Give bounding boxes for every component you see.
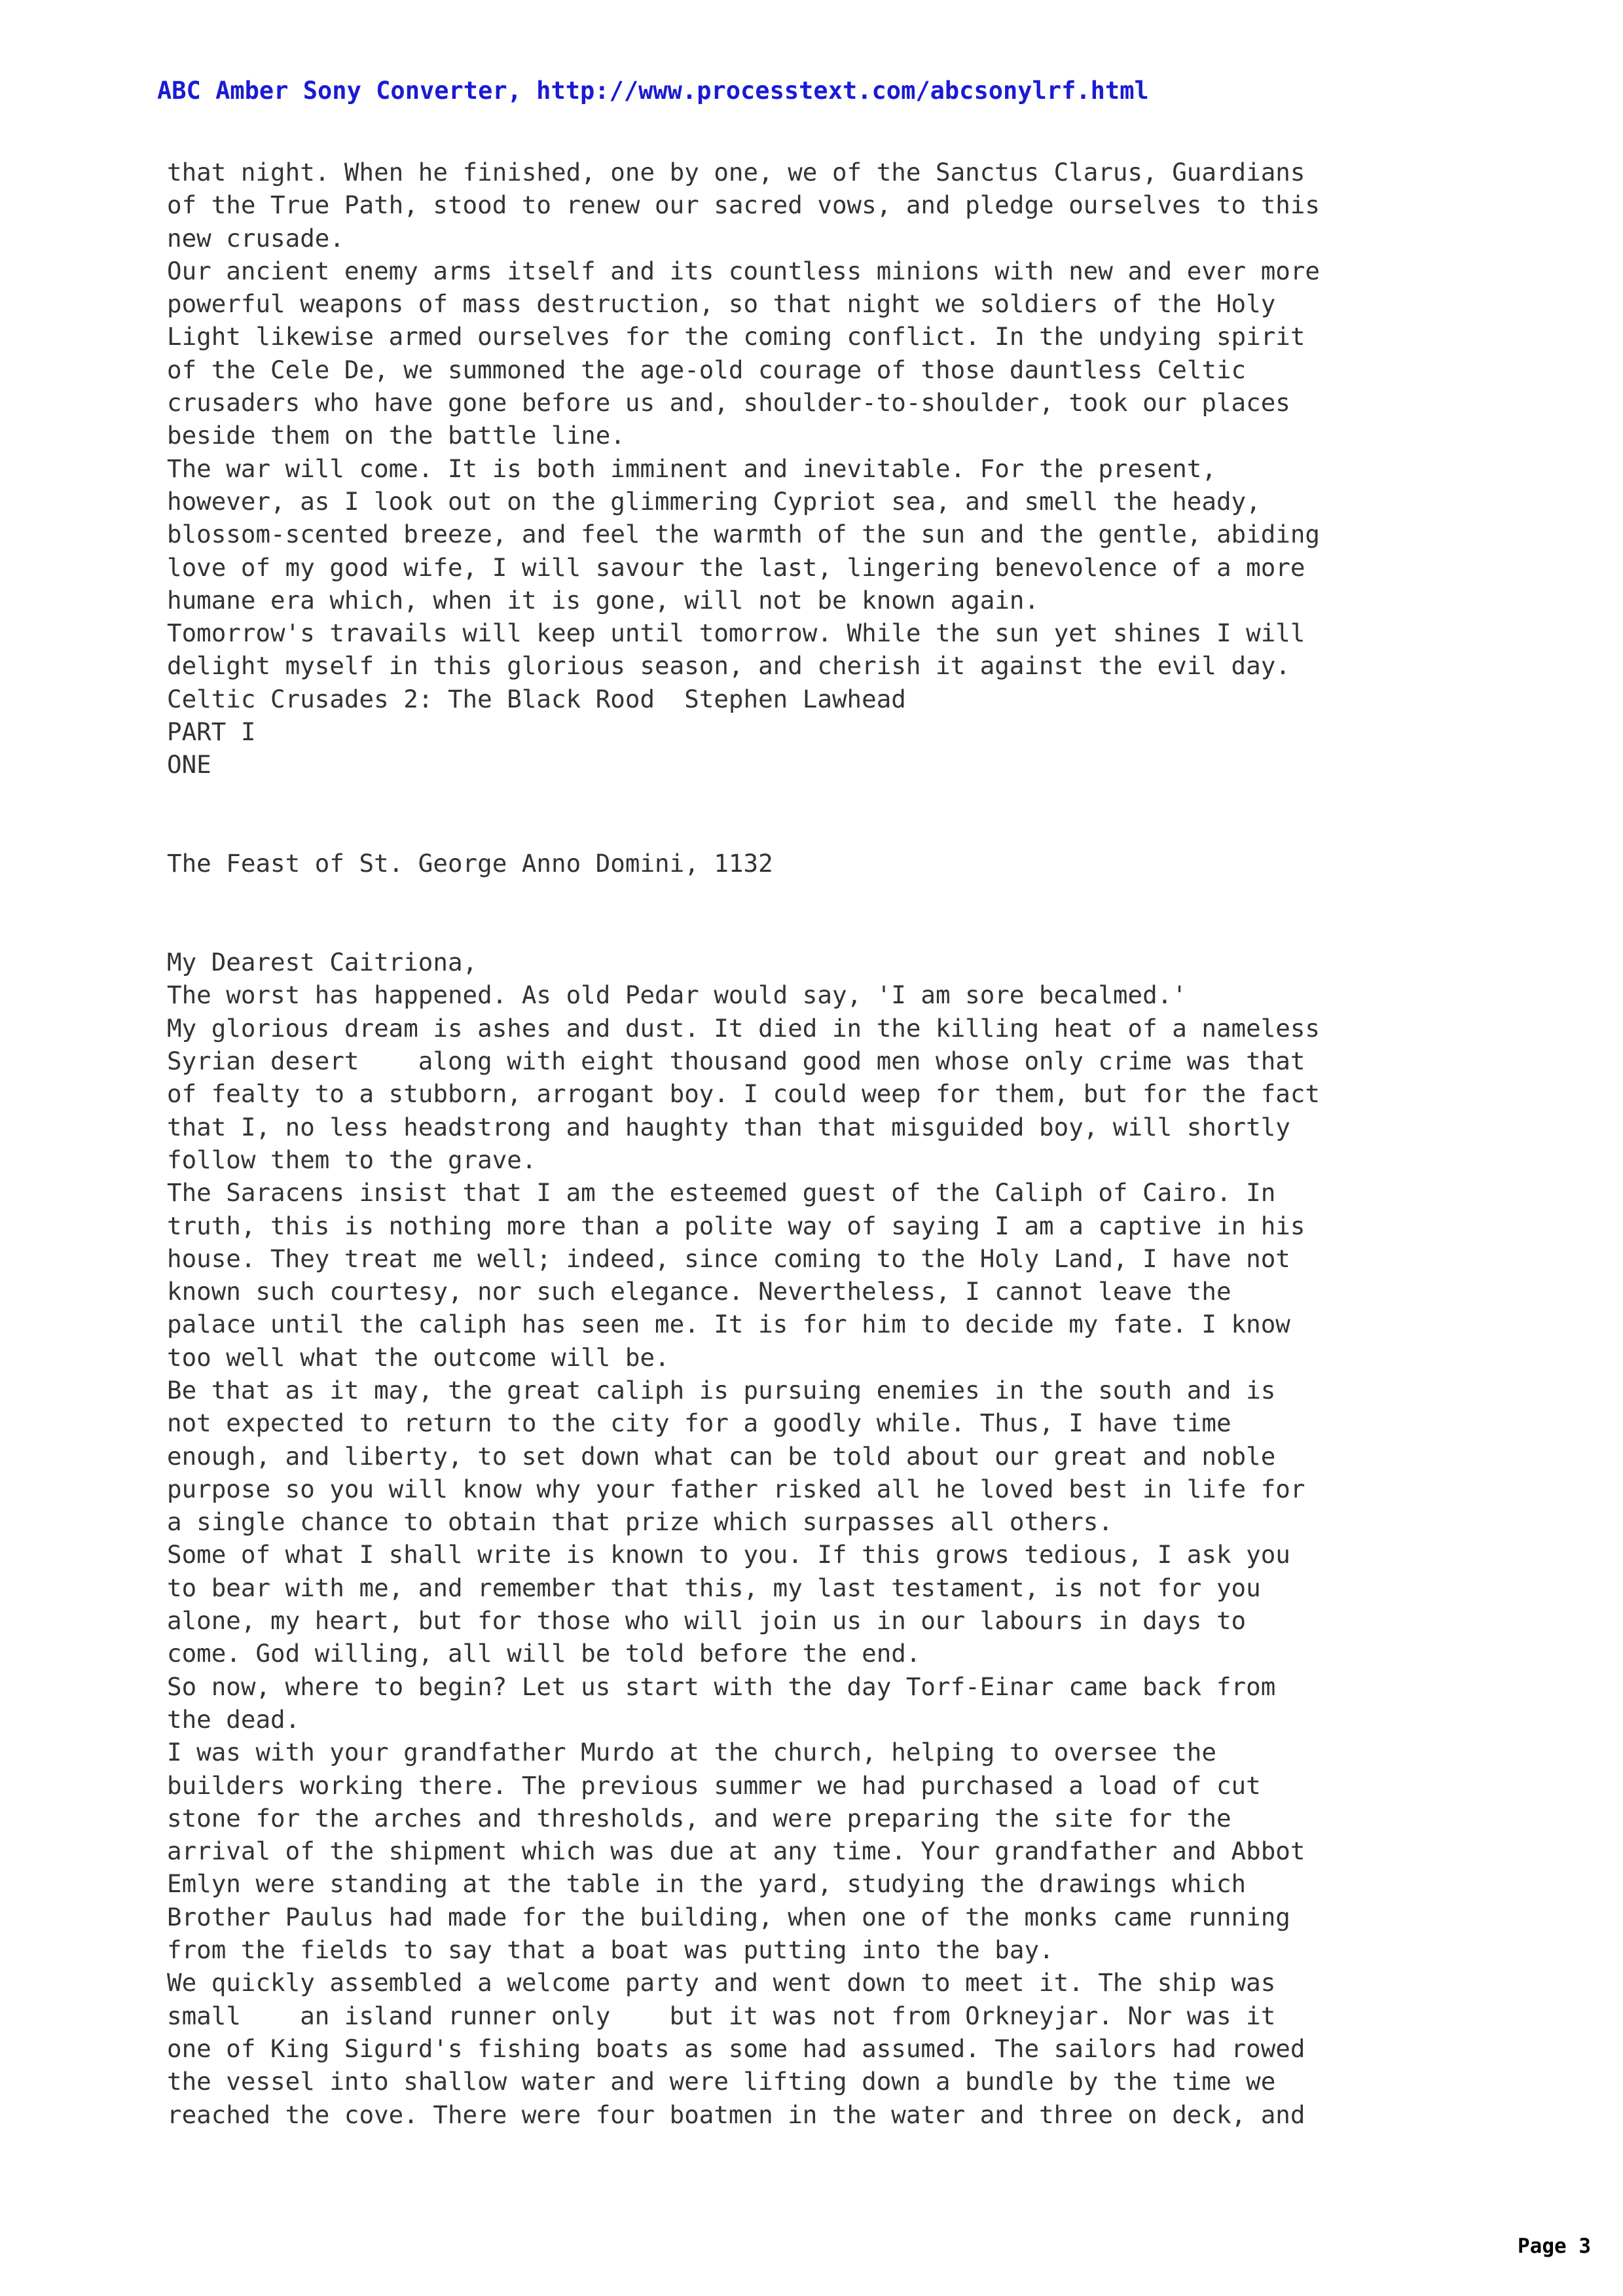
text-line: small an island runner only but it was not from Orkneyjar. Nor was it — [167, 2001, 1276, 2030]
blank-line — [167, 814, 1607, 847]
text-line: ONE — [167, 750, 211, 780]
text-line: of the Cele De, we summoned the age-old courage of those dauntless Celtic — [167, 355, 1247, 384]
text-line: So now, where to begin? Let us start with the day Torf-Einar came back from — [167, 1672, 1276, 1701]
text-line: to bear with me, and remember that this, my last testament, is not for you — [167, 1573, 1261, 1602]
blank-line — [167, 880, 1607, 913]
page-number: Page 3 — [1518, 2234, 1591, 2258]
text-line: Our ancient enemy arms itself and its countless minions with new and ever more — [167, 256, 1320, 285]
text-line: come. God willing, all will be told before the end. — [167, 1639, 921, 1668]
text-line: truth, this is nothing more than a polite way of saying I am a captive in his — [167, 1211, 1305, 1240]
text-line: the vessel into shallow water and were lifting down a bundle by the time we — [167, 2067, 1276, 2096]
text-line: that I, no less headstrong and haughty than that misguided boy, will shortly — [167, 1112, 1290, 1141]
text-line: too well what the outcome will be. — [167, 1342, 670, 1372]
text-line: the dead. — [167, 1704, 301, 1734]
text-line: Tomorrow's travails will keep until tomorrow. While the sun yet shines I will — [167, 619, 1305, 648]
text-line: not expected to return to the city for a goodly while. Thus, I have time — [167, 1408, 1231, 1438]
text-line: My Dearest Caitriona, — [167, 948, 478, 977]
text-line: of the True Path, stood to renew our sacred vows, and pledge ourselves to this — [167, 190, 1320, 220]
text-line: a single chance to obtain that prize which surpasses all others. — [167, 1507, 1113, 1537]
text-line: follow them to the grave. — [167, 1145, 537, 1174]
text-line: however, as I look out on the glimmering Cypriot sea, and smell the heady, — [167, 486, 1261, 516]
text-line: enough, and liberty, to set down what can be told about our great and noble — [167, 1441, 1276, 1471]
text-line: delight myself in this glorious season, and cherish it against the evil day. — [167, 651, 1290, 681]
text-line: The Feast of St. George Anno Domini, 1132 — [167, 849, 773, 878]
blank-line — [167, 781, 1607, 814]
text-line: Some of what I shall write is known to you. If this grows tedious, I ask you — [167, 1540, 1290, 1570]
text-line: alone, my heart, but for those who will join us in our labours in days to — [167, 1606, 1247, 1636]
text-line: The Saracens insist that I am the esteemed guest of the Caliph of Cairo. In — [167, 1178, 1276, 1208]
text-line: crusaders who have gone before us and, shoulder-to-shoulder, took our places — [167, 388, 1290, 418]
text-line: Syrian desert along with eight thousand good men whose only crime was that — [167, 1047, 1305, 1076]
text-line: The worst has happened. As old Pedar would say, 'I am sore becalmed.' — [167, 980, 1187, 1010]
text-line: Emlyn were standing at the table in the yard, studying the drawings which — [167, 1869, 1247, 1899]
text-line: powerful weapons of mass destruction, so that night we soldiers of the Holy — [167, 289, 1276, 319]
text-line: My glorious dream is ashes and dust. It died in the killing heat of a nameless — [167, 1013, 1320, 1043]
text-line: PART I — [167, 717, 256, 747]
text-line: new crusade. — [167, 223, 344, 253]
text-line: palace until the caliph has seen me. It is for him to decide my fate. I know — [167, 1310, 1290, 1339]
text-line: builders working there. The previous summer we had purchased a load of cut — [167, 1770, 1261, 1800]
blank-line — [167, 913, 1607, 946]
text-line: Be that as it may, the great caliph is pursuing enemies in the south and is — [167, 1375, 1276, 1405]
text-line: humane era which, when it is gone, will not be known again. — [167, 585, 1040, 615]
text-line: Brother Paulus had made for the building, when one of the monks came running — [167, 1902, 1290, 1931]
text-line: from the fields to say that a boat was putting into the bay. — [167, 1935, 1054, 1965]
text-line: of fealty to a stubborn, arrogant boy. I could weep for them, but for the fact — [167, 1079, 1320, 1109]
text-line: The war will come. It is both imminent and inevitable. For the present, — [167, 454, 1216, 483]
text-line: We quickly assembled a welcome party and went down to meet it. The ship was — [167, 1968, 1276, 1998]
text-line: Celtic Crusades 2: The Black Rood Stephen Lawhead — [167, 684, 906, 713]
document-body — [167, 156, 1607, 2131]
text-line: purpose so you will know why your father risked all he loved best in life for — [167, 1474, 1305, 1503]
text-line: stone for the arches and thresholds, and were preparing the site for the — [167, 1803, 1231, 1833]
text-line: one of King Sigurd's fishing boats as some had assumed. The sailors had rowed — [167, 2034, 1305, 2063]
text-line: arrival of the shipment which was due at any time. Your grandfather and Abbot — [167, 1837, 1305, 1866]
text-line: beside them on the battle line. — [167, 421, 625, 450]
text-line: blossom-scented breeze, and feel the warmth of the sun and the gentle, abiding — [167, 520, 1320, 549]
text-line: Light likewise armed ourselves for the coming conflict. In the undying spirit — [167, 322, 1305, 351]
text-line: love of my good wife, I will savour the last, lingering benevolence of a more — [167, 552, 1305, 582]
text-line: house. They treat me well; indeed, since coming to the Holy Land, I have not — [167, 1244, 1290, 1273]
text-line: known such courtesy, nor such elegance. Nevertheless, I cannot leave the — [167, 1277, 1231, 1306]
text-line: I was with your grandfather Murdo at the church, helping to oversee the — [167, 1738, 1216, 1767]
text-line: that night. When he finished, one by one, we of the Sanctus Clarus, Guardians — [167, 158, 1305, 187]
text-line: reached the cove. There were four boatmen in the water and three on deck, and — [167, 2100, 1305, 2129]
converter-header: ABC Amber Sony Converter, http://www.processtext.com/abcsonylrf.html — [157, 77, 1149, 105]
